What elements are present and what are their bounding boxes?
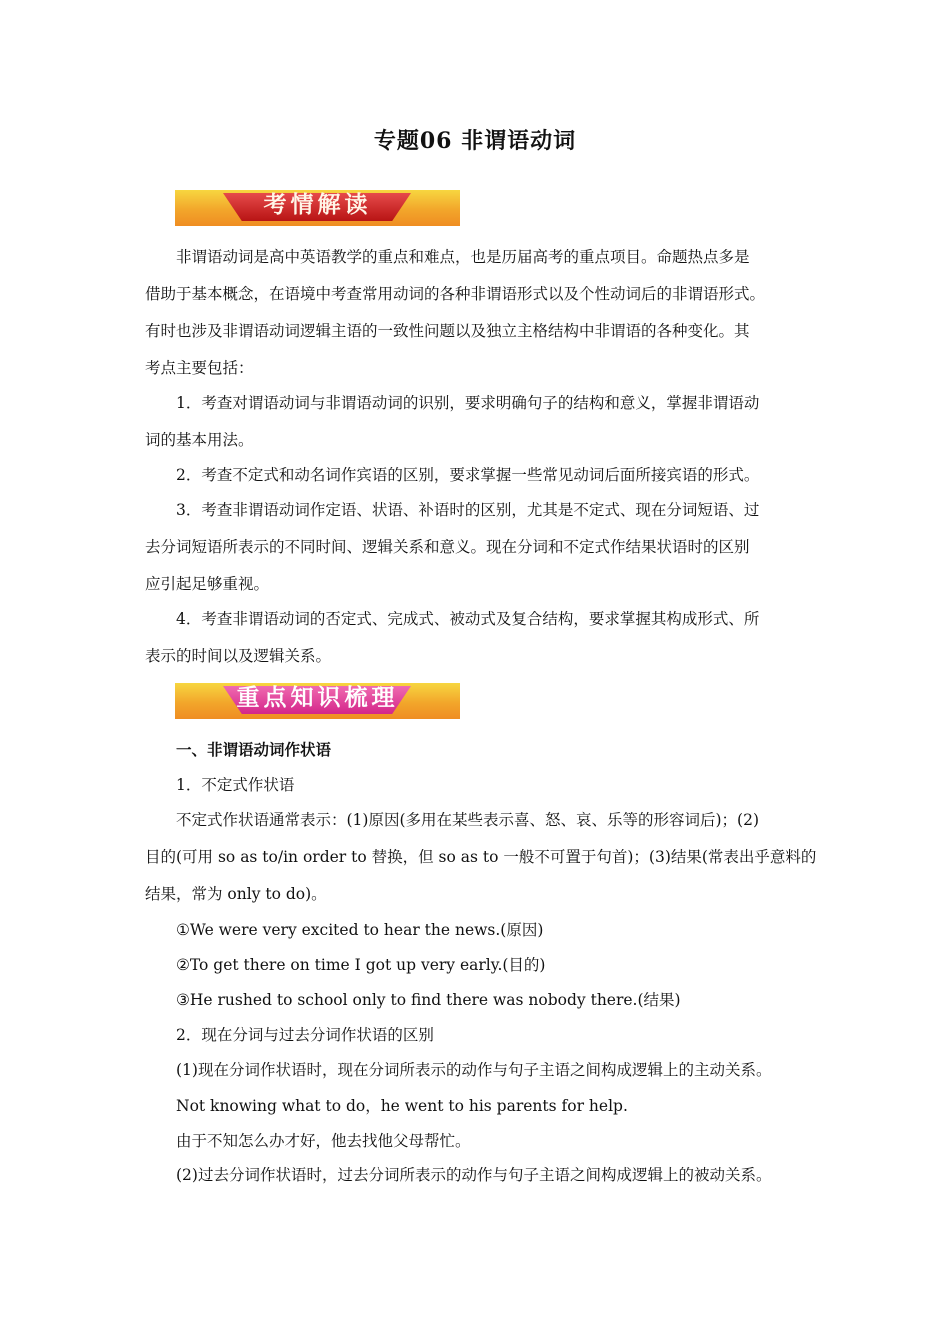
section-banner-exam-analysis xyxy=(175,190,460,226)
point-line: 1．考查对谓语动词与非谓语动词的识别，要求明确句子的结构和意义，掌握非谓语动 xyxy=(176,394,760,412)
body-line: (1)现在分词作状语时，现在分词所表示的动作与句子主语之间构成逻辑上的主动关系。 xyxy=(176,1061,772,1079)
example-sentence: ①We were very excited to hear the news.(原因) xyxy=(176,921,544,939)
point-line: 去分词短语所表示的不同时间、逻辑关系和意义。现在分词和不定式作结果状语时的区别 xyxy=(145,538,750,556)
banner-label: 重点知识梳理 xyxy=(236,685,399,711)
subheading: 2．现在分词与过去分词作状语的区别 xyxy=(176,1026,434,1044)
point-line: 4．考查非谓语动词的否定式、完成式、被动式及复合结构，要求掌握其构成形式、所 xyxy=(176,610,760,628)
body-line: 目的(可用 so as to/in order to 替换，但 so as to 一般不可置于句首)；(3)结果(常表出乎意料的 xyxy=(145,848,817,866)
point-line: 2．考查不定式和动名词作宾语的区别，要求掌握一些常见动词后面所接宾语的形式。 xyxy=(176,466,760,484)
point-line: 3．考查非谓语动词作定语、状语、补语时的区别，尤其是不定式、现在分词短语、过 xyxy=(176,501,760,519)
section-banner-key-knowledge xyxy=(175,683,460,719)
page-title: 专题06 非谓语动词 xyxy=(373,128,577,154)
point-line: 应引起足够重视。 xyxy=(145,575,270,593)
section-heading: 一、非谓语动词作状语 xyxy=(176,741,332,759)
body-line: 结果，常为 only to do)。 xyxy=(145,885,327,903)
example-sentence: ②To get there on time I got up very early.(目的) xyxy=(176,956,546,974)
body-line: (2)过去分词作状语时，过去分词所表示的动作与句子主语之间构成逻辑上的被动关系。 xyxy=(176,1166,772,1184)
example-sentence: Not knowing what to do，he went to his parents for help. xyxy=(176,1097,628,1115)
translation-line: 由于不知怎么办才好，他去找他父母帮忙。 xyxy=(176,1132,471,1150)
intro-line: 有时也涉及非谓语动词逻辑主语的一致性问题以及独立主格结构中非谓语的各种变化。其 xyxy=(145,322,750,340)
point-line: 词的基本用法。 xyxy=(145,431,254,449)
example-sentence: ③He rushed to school only to find there was nobody there.(结果) xyxy=(176,991,681,1009)
intro-line: 考点主要包括： xyxy=(145,359,254,377)
body-line: 不定式作状语通常表示：(1)原因(多用在某些表示喜、怒、哀、乐等的形容词后)；(2) xyxy=(176,811,760,829)
intro-line: 借助于基本概念，在语境中考查常用动词的各种非谓语形式以及个性动词后的非谓语形式。 xyxy=(145,285,766,303)
banner-label: 考情解读 xyxy=(263,192,372,218)
point-line: 表示的时间以及逻辑关系。 xyxy=(145,647,332,665)
subheading: 1．不定式作状语 xyxy=(176,776,295,794)
intro-line: 非谓语动词是高中英语教学的重点和难点，也是历届高考的重点项目。命题热点多是 xyxy=(176,248,750,266)
